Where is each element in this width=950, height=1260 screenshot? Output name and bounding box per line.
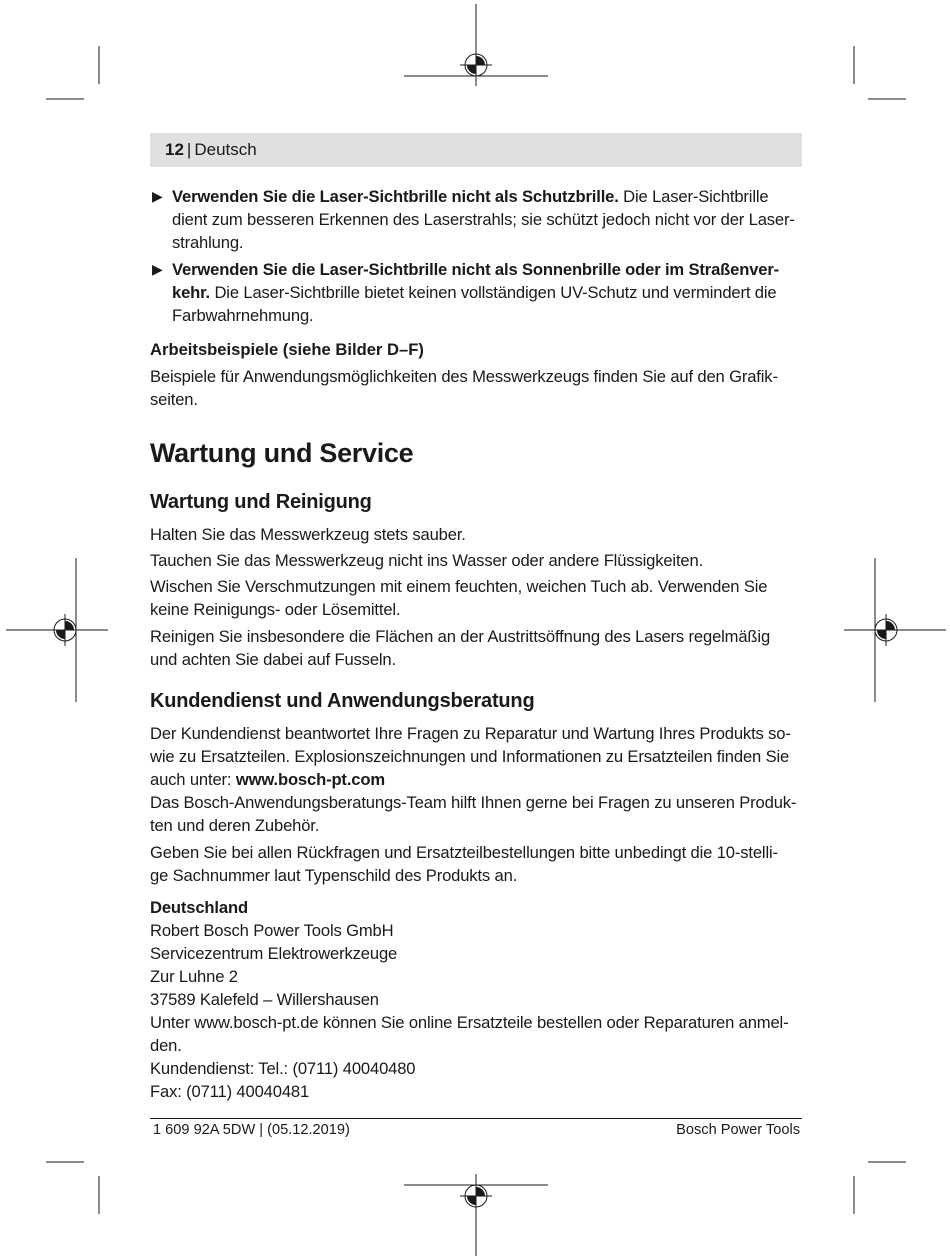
section-title: Wartung und Service [150,438,414,468]
address-city: 37589 Kalefeld – Willershausen [150,990,379,1009]
address-phone: Kundendienst: Tel.: (0711) 40040480 [150,1059,416,1078]
arbeitsbeispiele-heading: Arbeitsbeispiele (siehe Bilder D–F) [150,340,424,359]
wartung-p2: Tauchen Sie das Messwerkzeug nicht ins Wasser oder andere Flüssigkeiten. [150,551,704,570]
bullet-1-bold: Verwenden Sie die Laser-Sichtbrille nicht als Schutzbrille. [172,187,619,206]
bullet-arrow-icon: ▶ [152,261,163,277]
address-fax: Fax: (0711) 40040481 [150,1082,310,1101]
kundendienst-p2-line-1: Das Bosch-Anwendungsberatungs-Team hilft Ihnen gerne bei Fragen zu unseren Produk- [150,793,797,812]
kundendienst-p3 [150,841,802,887]
kundendienst-p1 [150,722,802,791]
bullet-1-line-2: dient zum besseren Erkennen des Laserstrahls; sie schützt jedoch nicht vor der Laser- [172,210,795,229]
wartung-p1: Halten Sie das Messwerkzeug stets sauber. [150,525,466,544]
kundendienst-p1-line-2: wie zu Ersatzteilen. Explosionszeichnungen und Informationen zu Ersatzteilen finden Sie [150,747,790,766]
kundendienst-p1-line-1: Der Kundendienst beantwortet Ihre Fragen zu Reparatur und Wartung Ihres Produkts so- [150,724,791,743]
header-separator: | [186,140,192,159]
warning-bullet-1 [150,185,802,254]
kundendienst-p2 [150,791,802,837]
address-dept: Servicezentrum Elektrowerkzeuge [150,944,398,963]
address-country: Deutschland [150,898,248,917]
wartung-p4 [150,625,802,671]
bullet-arrow-icon: ▶ [152,188,163,204]
arbeitsbeispiele-text [150,365,802,411]
wartung-p3 [150,575,802,621]
bullet-1-text: Die Laser-Sichtbrille [618,187,769,206]
kundendienst-heading: Kundendienst und Anwendungsberatung [150,690,535,712]
address-street: Zur Luhne 2 [150,967,238,986]
kundendienst-p2-line-2: ten und deren Zubehör. [150,816,320,835]
arbeitsbeispiele-line-1: Beispiele für Anwendungsmöglichkeiten des Messwerkzeugs finden Sie auf den Grafik- [150,367,778,386]
kundendienst-p3-line-2: ge Sachnummer laut Typenschild des Produkts an. [150,866,518,885]
bullet-2-line-3: Farbwahrnehmung. [172,306,314,325]
kundendienst-p1-prefix: auch unter: [150,770,236,789]
wartung-p4-line-1: Reinigen Sie insbesondere die Flächen an der Austrittsöffnung des Lasers regelmäßig [150,627,771,646]
address-block [150,896,802,1103]
address-online-line-2: den. [150,1036,182,1055]
bosch-pt-link[interactable]: www.bosch-pt.com [235,770,385,789]
footer-doc-number: 1 609 92A 5DW | (05.12.2019) [153,1122,350,1138]
footer-divider [150,1118,802,1119]
warning-bullet-2 [150,258,802,327]
kundendienst-p3-line-1: Geben Sie bei allen Rückfragen und Ersatzteilbestellungen bitte unbedingt die 10-stelli- [150,843,778,862]
wartung-p4-line-2: und achten Sie dabei auf Fusseln. [150,650,396,669]
footer-brand: Bosch Power Tools [676,1122,800,1138]
header-language: Deutsch [194,140,257,159]
arbeitsbeispiele-line-2: seiten. [150,390,198,409]
address-online-line-1: Unter www.bosch-pt.de können Sie online Ersatzteile bestellen oder Reparaturen anmel- [150,1013,789,1032]
address-company: Robert Bosch Power Tools GmbH [150,921,394,940]
bullet-1-line-3: strahlung. [172,233,244,252]
wartung-p3-line-2: keine Reinigungs- oder Lösemittel. [150,600,401,619]
wartung-heading: Wartung und Reinigung [150,491,372,513]
wartung-p3-line-1: Wischen Sie Verschmutzungen mit einem feuchten, weichen Tuch ab. Verwenden Sie [150,577,768,596]
bullet-2-bold-line-2: kehr. [172,283,210,302]
bullet-2-text: Die Laser-Sichtbrille bietet keinen vollständigen UV-Schutz und vermindert die [210,283,777,302]
bullet-2-bold-line-1: Verwenden Sie die Laser-Sichtbrille nicht als Sonnenbrille oder im Straßenver- [172,260,780,279]
page-number: 12 [165,140,184,159]
page-header [150,133,802,167]
